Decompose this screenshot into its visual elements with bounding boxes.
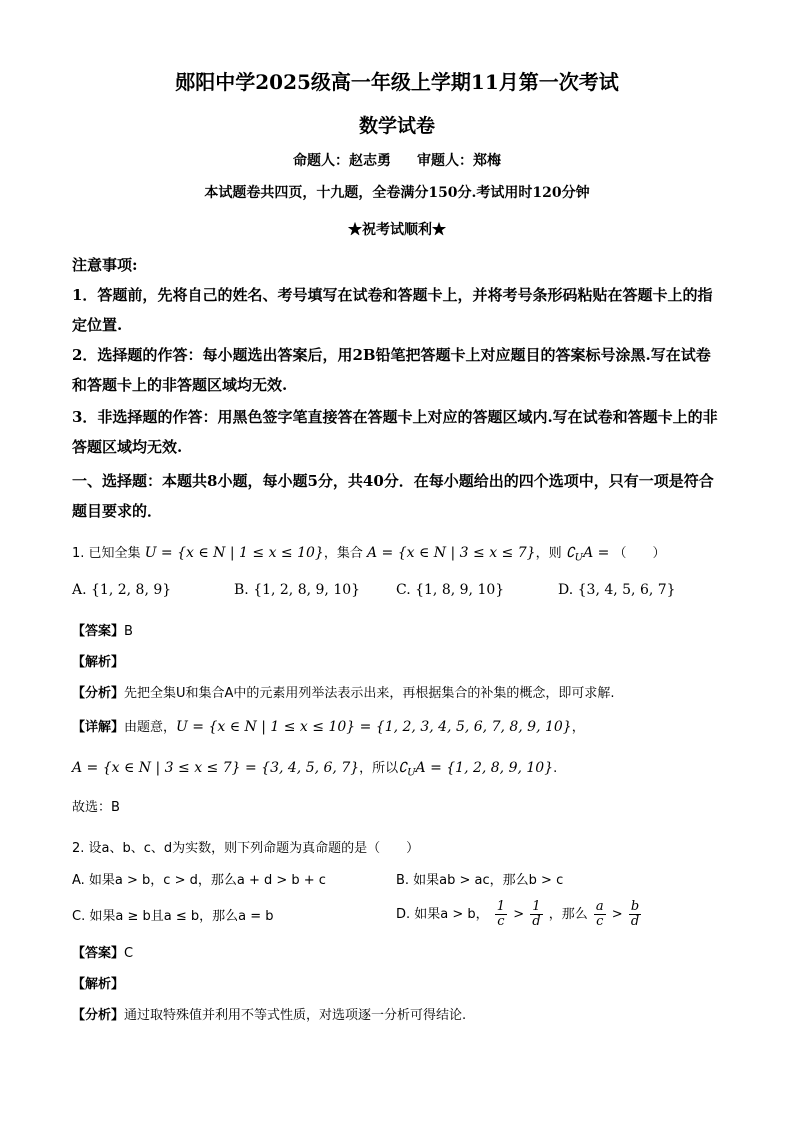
q1-text-2: ，集合 xyxy=(323,546,363,561)
q1-detail-therefore: ，所以 xyxy=(359,761,399,776)
q1-detail-set-a: A = {x ∈ N | 3 ≤ x ≤ 7} = {3, 4, 5, 6, 7} xyxy=(72,760,360,776)
fraction-numerator: b xyxy=(630,899,640,914)
notice-item-1: 1．答题前，先将自己的姓名、考号填写在试卷和答题卡上，并将考号条形码粘贴在答题卡上的指定位置. xyxy=(72,286,713,334)
notice-item-3: 3．非选择题的作答：用黑色签字笔直接答在答题卡上对应的答题区域内.写在试卷和答题卡上的非答题区域均无效. xyxy=(72,408,718,456)
q1-text-1: 1. 已知全集 xyxy=(72,546,141,561)
exam-subtitle: 数学试卷 xyxy=(358,115,435,137)
fraction-1-over-c xyxy=(495,900,507,929)
answer-tag: 【答案】 xyxy=(72,946,125,961)
q1-detail-comma: ， xyxy=(571,720,585,735)
greater-than-sign: > xyxy=(611,907,623,922)
answer-tag: 【答案】 xyxy=(72,624,125,639)
q2-option-d-prefix: D. 如果a > b， xyxy=(396,907,489,922)
exam-title: 郧阳中学2025级高一年级上学期11月第一次考试 xyxy=(175,70,619,94)
q2-fenxi: 通过取特殊值并利用不等式性质，对选项逐一分析可得结论. xyxy=(124,1008,467,1023)
fenxi-tag: 【分析】 xyxy=(72,1008,125,1023)
q2-option-c: C. 如果a ≥ b且a ≤ b，那么a = b xyxy=(72,909,274,924)
q1-option-a: A. {1, 2, 8, 9} xyxy=(72,582,172,598)
complement-symbol: ∁ xyxy=(565,545,575,561)
fraction-numerator: 1 xyxy=(530,900,542,915)
good-luck-line: ★祝考试顺利★ xyxy=(348,222,446,238)
q2-answer-line xyxy=(72,942,724,961)
question-1-stem xyxy=(72,542,724,564)
fenxi-tag: 【分析】 xyxy=(72,686,125,701)
q1-detail-complement: ∁ xyxy=(398,760,408,776)
fraction-denominator: d xyxy=(532,914,541,929)
q1-detail-line-2 xyxy=(72,757,724,779)
notice-item-2: 2．选择题的作答：每小题选出答案后，用2B铅笔把答题卡上对应题目的答案标号涂黑.写在试卷和答题卡上的非答题区域均无效. xyxy=(72,346,711,394)
q2-answer: C xyxy=(124,946,134,961)
q1-answer: B xyxy=(124,624,133,639)
q1-set-a: A = {x ∈ N | 3 ≤ x ≤ 7} xyxy=(367,545,536,561)
complement-subscript: U xyxy=(574,552,584,564)
q1-fenxi: 先把全集U和集合A中的元素用列举法表示出来，再根据集合的补集的概念，即可求解. xyxy=(124,686,615,701)
greater-than-sign: > xyxy=(513,907,525,922)
q1-detail-subscript: U xyxy=(407,767,416,779)
fraction-denominator: c xyxy=(596,914,604,929)
q1-detail-result: A = {1, 2, 8, 9, 10} xyxy=(415,760,554,776)
section-1-heading: 一、选择题：本题共8小题，每小题5分，共40分．在每小题给出的四个选项中，只有一项是符合题目要求的． xyxy=(72,472,714,520)
q1-universal-set: U = {x ∈ N | 1 ≤ x ≤ 10} xyxy=(144,545,324,561)
author: 命题人：赵志勇 xyxy=(293,153,391,169)
fraction-numerator: 1 xyxy=(496,899,506,914)
q1-option-c: C. {1, 8, 9, 10} xyxy=(396,582,505,598)
q2-option-d-mid: ，那么 xyxy=(548,907,588,922)
question-2-stem: 2. 设a、b、c、d为实数，则下列命题为真命题的是（ ） xyxy=(72,841,420,856)
q1-fenxi-line xyxy=(72,682,724,701)
q1-option-d: D. {3, 4, 5, 6, 7} xyxy=(558,582,676,598)
analysis-tag: 【解析】 xyxy=(72,655,125,670)
fraction-numerator: a xyxy=(595,899,604,914)
exam-meta: 本试题卷共四页，十九题，全卷满分150分.考试用时120分钟 xyxy=(204,185,590,201)
q1-detail-period: . xyxy=(553,761,558,776)
detail-tag: 【详解】 xyxy=(72,720,125,735)
q1-option-b: B. {1, 2, 8, 9, 10} xyxy=(234,582,361,598)
q2-option-b: B. 如果ab > ac，那么b > c xyxy=(396,873,564,888)
q2-option-d xyxy=(396,900,643,929)
q1-detail-line-1 xyxy=(72,716,724,735)
fraction-b-over-d xyxy=(629,900,641,929)
author-line xyxy=(0,150,794,170)
reviewer: 审题人：郑梅 xyxy=(417,153,501,169)
q1-answer-line xyxy=(72,620,724,639)
q1-choice: 故选：B xyxy=(72,800,120,815)
q1-detail-prefix: 由题意， xyxy=(124,720,177,735)
q1-text-3: ，则 xyxy=(535,546,562,561)
q1-blank: （ ） xyxy=(613,546,666,561)
q2-fenxi-line xyxy=(72,1004,724,1023)
q1-analysis-heading xyxy=(72,651,724,670)
fraction-denominator: d xyxy=(630,914,640,929)
notice-heading: 注意事项: xyxy=(72,256,138,274)
analysis-tag: 【解析】 xyxy=(72,977,125,992)
fraction-1-over-d xyxy=(530,900,542,929)
q1-a-letter: A = xyxy=(583,545,610,561)
fraction-denominator: c xyxy=(497,914,505,929)
q2-analysis-heading xyxy=(72,973,724,992)
q2-options-row-2 xyxy=(72,900,724,940)
q1-detail-universal: U = {x ∈ N | 1 ≤ x ≤ 10} = {1, 2, 3, 4, 5, 6, 7, 8, 9, 10} xyxy=(176,719,572,735)
fraction-a-over-c xyxy=(594,900,606,929)
q2-option-a: A. 如果a > b，c > d，那么a + d > b + c xyxy=(72,873,326,888)
